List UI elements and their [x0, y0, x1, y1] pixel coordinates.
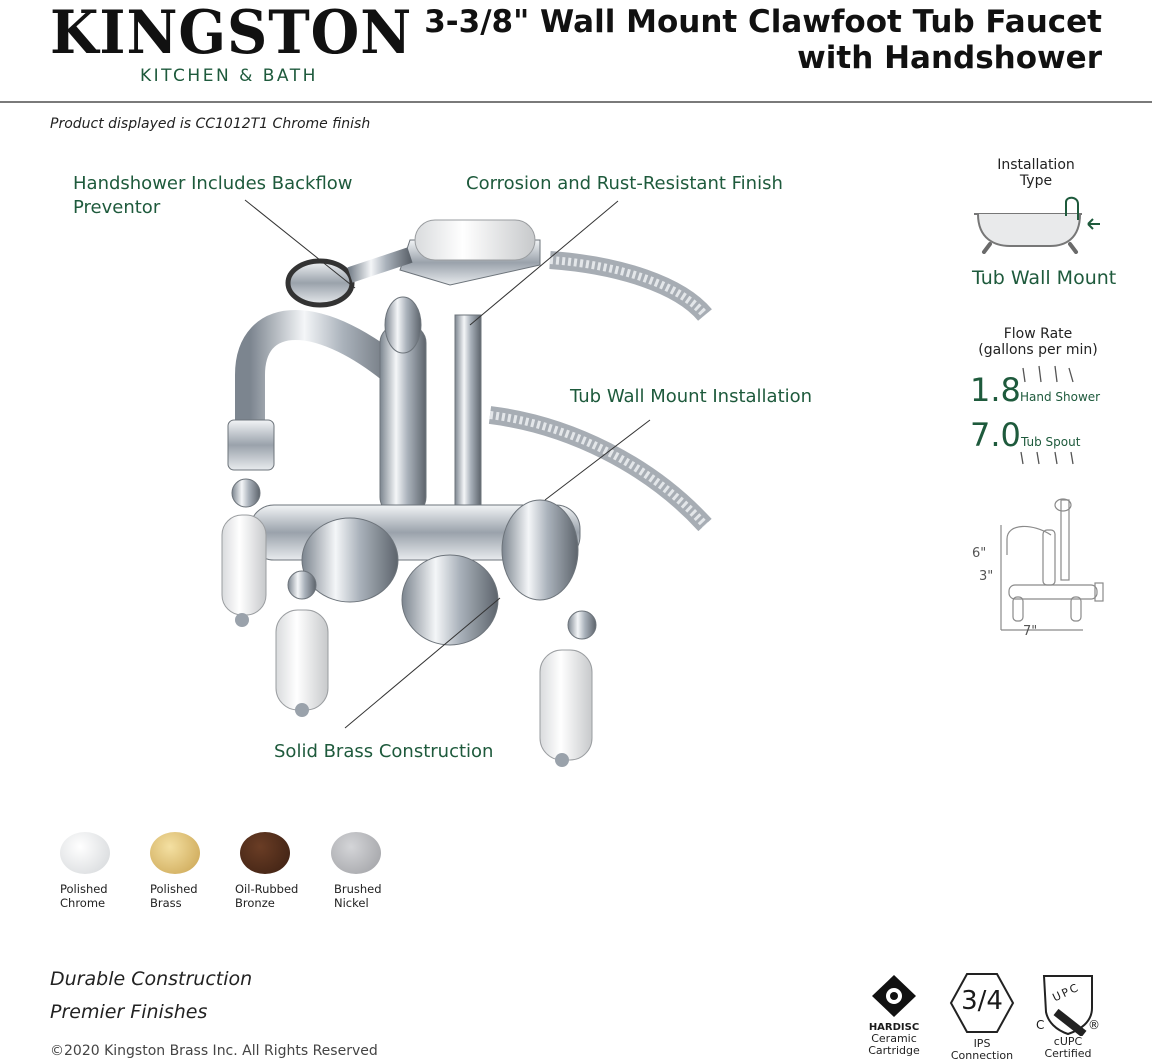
- swatch-chrome-chip: [60, 832, 110, 874]
- cert-ips: [946, 972, 1018, 1062]
- installation-type-label: Installation Type: [997, 157, 1075, 189]
- finish-swatch-nickel: [331, 832, 382, 910]
- swatch-bronze-chip: [240, 832, 290, 874]
- water-stream-icon: [1015, 364, 1085, 468]
- hardisc-badge-text: HARDISC: [868, 1022, 920, 1033]
- tagline-finishes: Premier Finishes: [50, 1001, 208, 1023]
- swatch-label-nickel-line2: Nickel: [334, 896, 369, 910]
- swatch-label-brass-line1: Polished: [150, 882, 198, 896]
- swatch-label-brass-line2: Brass: [150, 896, 182, 910]
- copyright: ©2020 Kingston Brass Inc. All Rights Reserved: [50, 1043, 378, 1059]
- cert-ips-label: [946, 1038, 1018, 1062]
- hardisc-icon: [862, 972, 926, 1022]
- cert-cupc-line2: Certified: [1044, 1047, 1092, 1060]
- ips-badge-text: 3/4: [961, 986, 1003, 1016]
- ips-badge: [949, 972, 1015, 1034]
- feature-handshower: Handshower Includes Backflow Preventor: [73, 173, 353, 218]
- finish-swatch-chrome: [60, 832, 110, 910]
- dimension-diagram: [995, 495, 1105, 635]
- swatch-label-nickel: [334, 882, 382, 910]
- dimension-width: 7": [1023, 624, 1038, 639]
- swatch-label-nickel-line1: Brushed: [334, 882, 382, 896]
- cert-hardisc: [862, 972, 926, 1057]
- finish-swatch-bronze: [235, 832, 299, 910]
- cupc-badge: [1034, 972, 1102, 1036]
- tagline-durable: Durable Construction: [50, 968, 253, 990]
- flow-rate-hand-label: Hand Shower: [1020, 390, 1101, 404]
- cert-cupc-label: [1034, 1036, 1102, 1060]
- feature-mount: Tub Wall Mount Installation: [570, 386, 813, 407]
- cupc-c-mark: C: [1036, 1018, 1045, 1032]
- cert-ips-line1: IPS: [973, 1037, 991, 1050]
- swatch-label-bronze: [235, 882, 298, 910]
- swatch-label-brass: [150, 882, 200, 910]
- tub-icon: [970, 194, 1104, 254]
- flow-rate-tub-value: 7.0: [970, 416, 1021, 454]
- product-title-line1: 3-3/8" Wall Mount Clawfoot Tub Faucet: [424, 4, 1102, 40]
- flow-rate-unit: (gallons per min): [978, 342, 1098, 358]
- flow-rate-hand-value: 1.8: [970, 371, 1021, 409]
- brand-subtitle: KITCHEN & BATH: [140, 66, 318, 86]
- installation-type-value: Tub Wall Mount: [972, 267, 1117, 289]
- cert-ips-line2: Connection: [950, 1049, 1014, 1062]
- product-caption: Product displayed is CC1012T1 Chrome finish: [50, 116, 371, 132]
- finish-swatch-brass: [150, 832, 200, 910]
- swatch-nickel-chip: [331, 832, 381, 874]
- cupc-r-mark: ®: [1088, 1018, 1100, 1032]
- flow-rate-title: Flow Rate: [1003, 326, 1073, 342]
- cert-cupc-line1: cUPC: [1053, 1035, 1083, 1048]
- dimension-height-low: 3": [979, 569, 994, 584]
- flow-rate-tub-label: Tub Spout: [1021, 435, 1081, 449]
- cupc-badge-text: UPC: [1050, 980, 1082, 1005]
- brand-logo: KINGSTON: [50, 0, 413, 68]
- swatch-label-chrome-line1: Polished: [60, 882, 108, 896]
- swatch-label-bronze-line1: Oil-Rubbed: [235, 882, 299, 896]
- product-title-line2: with Handshower: [797, 40, 1102, 76]
- swatch-label-chrome: [60, 882, 110, 910]
- cert-hardisc-line2: Cartridge: [868, 1044, 920, 1057]
- flow-rate-label: [970, 326, 1106, 358]
- cert-hardisc-line1: Ceramic: [871, 1032, 917, 1045]
- feature-brass: Solid Brass Construction: [274, 741, 494, 762]
- feature-corrosion: Corrosion and Rust-Resistant Finish: [466, 173, 783, 194]
- swatch-brass-chip: [150, 832, 200, 874]
- dimension-height-spout: 6": [972, 546, 987, 561]
- swatch-label-chrome-line2: Chrome: [60, 896, 106, 910]
- cert-hardisc-label: [862, 1033, 926, 1057]
- swatch-label-bronze-line2: Bronze: [235, 896, 275, 910]
- cert-cupc: [1034, 972, 1102, 1060]
